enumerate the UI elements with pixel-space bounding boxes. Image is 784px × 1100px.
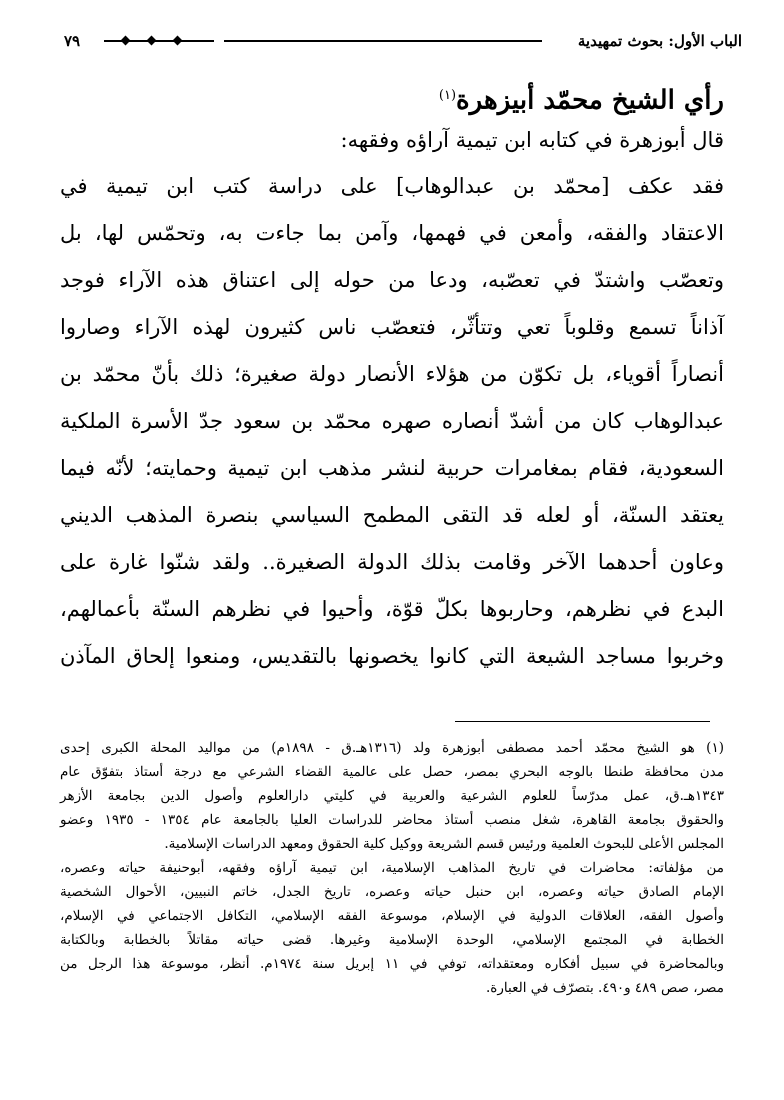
- body-line: عبدالوهاب كان من أشدّ أنصاره صهره محمّد بن سعود جدّ الأسرة الملكية: [60, 409, 724, 433]
- footnote-line: وأصول الفقه، العلاقات الدولية في الإسلام، موسوعة الفقه الإسلامي، التكافل الاجتماعي في الإسلام،: [60, 908, 724, 924]
- body-line: وعاون أحدهما الآخر وقامت بذلك الدولة الصغيرة.. ولقد شنّوا غارة على: [60, 550, 724, 574]
- body-line: آذاناً تسمع وقلوباً تعي وتتأثّر، فتعصّب ناس كثيرون لهذه الآراء وصاروا: [60, 315, 724, 339]
- body-line: البدع في نظرهم، وحاربوها بكلّ قوّة، وأحيوا في نظرهم السنّة بأعمالهم،: [60, 597, 724, 621]
- body-line: وخربوا مساجد الشيعة التي كانوا يخصونها بالتقديس، ومنعوا إلحاق المآذن: [60, 644, 724, 668]
- body-line: الاعتقاد والفقه، وأمعن في فهمها، وآمن بما جاءت به، وتحمّس لها، بل: [60, 221, 724, 245]
- header-rule: [224, 40, 542, 42]
- footnote-line: (١) هو الشيخ محمّد أحمد مصطفى أبوزهرة ولد (١٣١٦هـ.ق - ١٨٩٨م) من مواليد المحلة الكبرى إحدى: [60, 740, 724, 756]
- body-line: وتعصّب واشتدّ في تعصّبه، ودعا من حوله إلى اعتناق هذه الآراء فوجد: [60, 268, 724, 292]
- page-header: [64, 30, 742, 52]
- footnote-line: مدن محافظة طنطا بالوجه البحري بمصر، حصل على عالمية القضاء الشرعي مع درجة أستاذ بتفوّق عام: [60, 764, 724, 780]
- footnote-marker: (١): [438, 88, 457, 103]
- body-line: أنصاراً أقوياء، بل تكوّن من هؤلاء الأنصار دولة صغيرة؛ ذلك بأنّ محمّد بن: [60, 362, 724, 386]
- body-line: يعتقد السنّة، أو لعله قد التقى المطمح السياسي بنصرة المذهب الديني: [60, 503, 724, 527]
- running-title: الباب الأول: بحوث تمهيدية: [577, 32, 742, 50]
- footnote-line: من مؤلفاته: محاضرات في تاريخ المذاهب الإسلامية، ابن تيمية آراؤه وفقهه، أبوحنيفة حياته وعصره،: [60, 860, 724, 876]
- body-line: السعودية، فقام بمغامرات حربية لنشر مذهب ابن تيمية وحمايته؛ لأنّه فيما: [60, 456, 724, 480]
- section-heading: [439, 76, 724, 121]
- page-number: ٧٩: [64, 32, 81, 50]
- footnote-line: المجلس الأعلى للبحوث العلمية ورئيس قسم الشريعة ووكيل كلية الحقوق ومعهد الدراسات الإسلامية.: [164, 836, 724, 852]
- footnote-separator: [455, 721, 710, 722]
- body-line: قال أبوزهرة في كتابه ابن تيمية آراؤه وفقهه:: [340, 128, 724, 152]
- footnote-line: الخطابة في المجتمع الإسلامي، الوحدة الإسلامية وغيرها. قضى حياته مقاتلاً بالخطابة وبالكتابة: [60, 932, 724, 948]
- footnote-line: وبالمحاضرة في سبيل أفكاره ومعتقداته، توفي في ١١ إبريل سنة ١٩٧٤م. أنظر، موسوعة هذا الرجل من: [60, 956, 725, 972]
- section-title: رأي الشيخ محمّد أبيزهرة: [456, 85, 724, 116]
- footnote-line: الإمام الصادق حياته وعصره، ابن حنبل حياته وعصره، تاريخ الجدل، خاتم النبيين، الأحوال الشخصية: [60, 884, 724, 900]
- body-line: فقد عكف [محمّد بن عبدالوهاب] على دراسة كتب ابن تيمية في: [60, 174, 724, 198]
- footnote-line: والحقوق بجامعة القاهرة، شغل منصب أستاذ محاضر للدراسات العليا بالجامعة عام ١٣٥٤ - ١٩٣٥ وعضو: [60, 812, 724, 828]
- header-ornament: [104, 40, 214, 42]
- footnote-line: مصر، صص ٤٨٩ و٤٩٠. بتصرّف في العبارة.: [486, 980, 724, 996]
- footnote-line: ١٣٤٣هـ.ق، عمل مدرّساً للعلوم الشرعية والعربية في كليتي دارالعلوم وأصول الدين بجامعة الأزهر: [60, 788, 724, 804]
